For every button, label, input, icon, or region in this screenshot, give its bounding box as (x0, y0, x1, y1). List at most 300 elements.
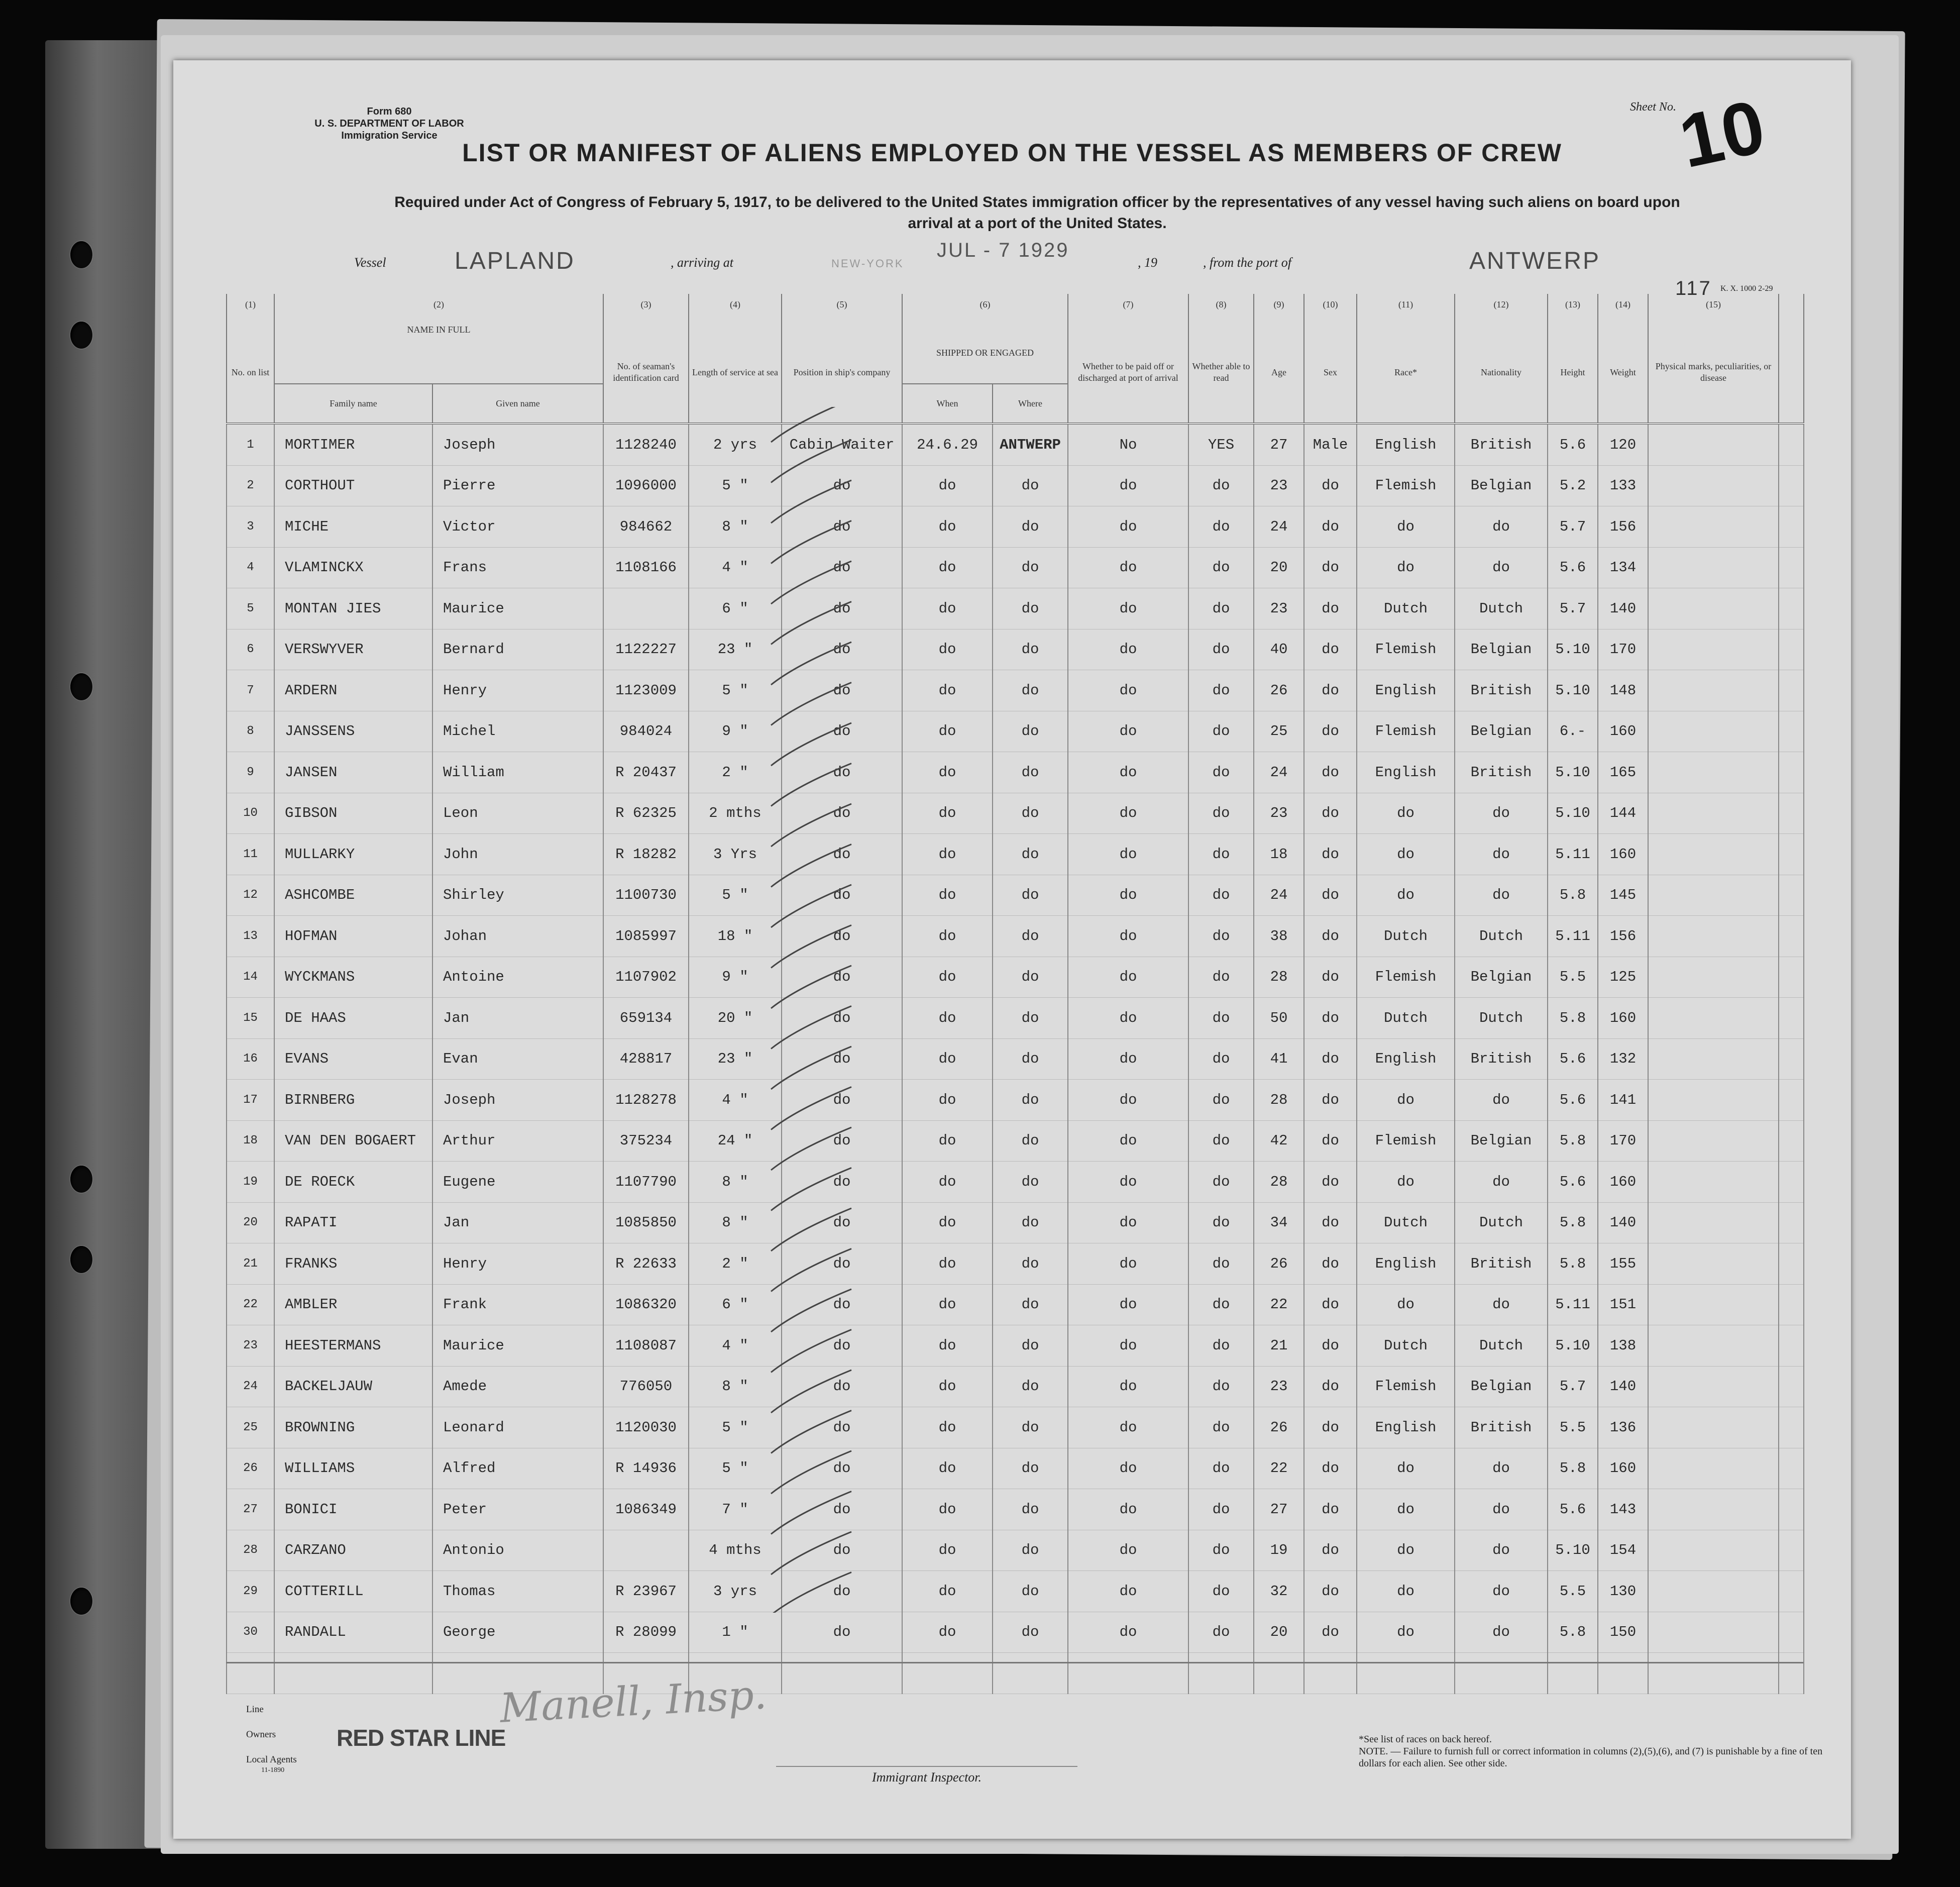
able-to-read: do (1188, 1120, 1254, 1162)
given-name: Bernard (432, 629, 603, 670)
department: U. S. DEPARTMENT OF LABOR (314, 118, 464, 129)
age: 26 (1254, 670, 1304, 711)
row-number: 15 (227, 998, 274, 1039)
given-name: Jan (432, 998, 603, 1039)
table-row (227, 875, 1804, 916)
strike-mark (771, 1492, 851, 1534)
immigrant-inspector-label: Immigrant Inspector. (776, 1766, 1077, 1785)
length-of-service: 18 " (689, 916, 782, 957)
position: do (782, 875, 902, 916)
manifest-rows (227, 424, 1804, 1694)
weight: 140 (1598, 1366, 1648, 1407)
paid-off-header: Whether to be paid off or discharged at port of arrival (1068, 322, 1188, 424)
position: do (782, 1530, 902, 1571)
height: 5.5 (1548, 957, 1598, 998)
footer-note (1359, 1733, 1831, 1769)
table-row (227, 629, 1804, 670)
able-to-read: do (1188, 1202, 1254, 1243)
height: 5.7 (1548, 588, 1598, 630)
when-header: When (902, 384, 993, 424)
family-name: DE HAAS (274, 998, 432, 1039)
physical-marks (1648, 875, 1779, 916)
weight: 160 (1598, 834, 1648, 875)
length-of-service: 9 " (689, 711, 782, 752)
height: 5.6 (1548, 1080, 1598, 1121)
race: Dutch (1357, 588, 1455, 630)
length-of-service: 20 " (689, 998, 782, 1039)
paid-off: do (1068, 1366, 1188, 1407)
given-name: Victor (432, 506, 603, 548)
paid-off: do (1068, 998, 1188, 1039)
physical-marks (1648, 1202, 1779, 1243)
row-number: 6 (227, 629, 274, 670)
vessel-name: LAPLAND (455, 248, 575, 274)
nationality: Dutch (1455, 916, 1548, 957)
race: do (1357, 1080, 1455, 1121)
given-name: Antonio (432, 1530, 603, 1571)
blank-cell (1779, 998, 1804, 1039)
sex: do (1304, 506, 1357, 548)
race: English (1357, 670, 1455, 711)
nationality: do (1455, 1571, 1548, 1612)
shipped-where: do (993, 957, 1068, 998)
table-row (227, 1162, 1804, 1203)
age: 38 (1254, 916, 1304, 957)
weight: 170 (1598, 1120, 1648, 1162)
given-name: Johan (432, 916, 603, 957)
shipped-when: do (902, 1284, 993, 1325)
paid-off: do (1068, 875, 1188, 916)
weight: 145 (1598, 875, 1648, 916)
age: 18 (1254, 834, 1304, 875)
strike-mark (771, 966, 851, 1008)
weight: 160 (1598, 998, 1648, 1039)
physical-marks (1648, 1407, 1779, 1448)
race: English (1357, 424, 1455, 465)
shipped-when: do (902, 957, 993, 998)
family-name: MORTIMER (274, 424, 432, 465)
table-row (227, 752, 1804, 793)
nationality: do (1455, 506, 1548, 548)
sex: do (1304, 1162, 1357, 1203)
able-to-read: do (1188, 1038, 1254, 1080)
col-num: (8) (1188, 294, 1254, 322)
position: do (782, 752, 902, 793)
shipped-where: do (993, 1284, 1068, 1325)
port-of-departure: ANTWERP (1469, 248, 1600, 274)
paid-off: do (1068, 916, 1188, 957)
physical-marks (1648, 711, 1779, 752)
nationality: do (1455, 1448, 1548, 1489)
shipped-where: do (993, 752, 1068, 793)
shipped-where: do (993, 834, 1068, 875)
shipped-where: do (993, 1038, 1068, 1080)
seaman-card-no: R 23967 (603, 1571, 689, 1612)
table-row (227, 1530, 1804, 1571)
given-name: Thomas (432, 1571, 603, 1612)
from-port-label: , from the port of (1203, 255, 1291, 270)
seaman-card-no: 776050 (603, 1366, 689, 1407)
shipped-when: do (902, 1571, 993, 1612)
strike-mark (771, 480, 851, 523)
table-row (227, 793, 1804, 834)
age: 26 (1254, 1243, 1304, 1285)
blank-cell (1779, 1653, 1804, 1694)
shipped-when: do (902, 998, 993, 1039)
strike-mark (771, 1532, 851, 1575)
col-num: (1) (227, 294, 274, 322)
age: 26 (1254, 1407, 1304, 1448)
position: do (782, 1612, 902, 1653)
length-service-header: Length of service at sea (689, 322, 782, 424)
seaman-card-no: 1128278 (603, 1080, 689, 1121)
shipped-when: do (902, 1612, 993, 1653)
strike-mark (771, 1249, 851, 1292)
agents-code: 11-1890 (261, 1766, 285, 1774)
able-to-read: do (1188, 629, 1254, 670)
paid-off: do (1068, 1407, 1188, 1448)
position: do (782, 1243, 902, 1285)
blank-cell (1779, 957, 1804, 998)
family-name: RAPATI (274, 1202, 432, 1243)
row-number: 22 (227, 1284, 274, 1325)
given-name: Leon (432, 793, 603, 834)
position: Cabin Waiter (782, 424, 902, 465)
length-of-service: 23 " (689, 1038, 782, 1080)
weight: 144 (1598, 793, 1648, 834)
nationality: do (1455, 834, 1548, 875)
age: 25 (1254, 711, 1304, 752)
sex: do (1304, 547, 1357, 588)
table-row (227, 1489, 1804, 1530)
stamp-number: 117 (1675, 277, 1712, 299)
nationality: do (1455, 793, 1548, 834)
blank-cell (1455, 1653, 1548, 1694)
shipped-where: do (993, 1448, 1068, 1489)
line-label: Line (246, 1704, 264, 1715)
sex: do (1304, 793, 1357, 834)
able-to-read: do (1188, 1080, 1254, 1121)
physical-marks (1648, 588, 1779, 630)
weight: 120 (1598, 424, 1648, 465)
able-to-read: do (1188, 1407, 1254, 1448)
row-number: 26 (227, 1448, 274, 1489)
shipped-where: do (993, 1202, 1068, 1243)
binder-hole (70, 1246, 92, 1273)
height: 5.6 (1548, 1489, 1598, 1530)
sex: do (1304, 1448, 1357, 1489)
row-number: 16 (227, 1038, 274, 1080)
nationality: British (1455, 1243, 1548, 1285)
age: 23 (1254, 1366, 1304, 1407)
physical-marks (1648, 957, 1779, 998)
weight: 143 (1598, 1489, 1648, 1530)
able-to-read: do (1188, 834, 1254, 875)
sex: do (1304, 1325, 1357, 1367)
paid-off: do (1068, 1080, 1188, 1121)
col-num: (6) (902, 294, 1068, 322)
shipped-when: do (902, 711, 993, 752)
position: do (782, 1407, 902, 1448)
family-name: VAN DEN BOGAERT (274, 1120, 432, 1162)
age: 34 (1254, 1202, 1304, 1243)
physical-marks (1648, 1530, 1779, 1571)
shipped-when: do (902, 1080, 993, 1121)
shipped-where: do (993, 588, 1068, 630)
table-row (227, 1325, 1804, 1367)
paid-off: do (1068, 1038, 1188, 1080)
shipped-where: do (993, 998, 1068, 1039)
weight: 140 (1598, 1202, 1648, 1243)
blank-cell (1779, 1448, 1804, 1489)
given-name: Henry (432, 1243, 603, 1285)
paid-off: do (1068, 752, 1188, 793)
height: 5.10 (1548, 1325, 1598, 1367)
shipped-where: do (993, 670, 1068, 711)
given-name-header: Given name (432, 384, 603, 424)
table-row (227, 957, 1804, 998)
race: Flemish (1357, 629, 1455, 670)
race: do (1357, 1530, 1455, 1571)
blank-cell (902, 1653, 993, 1694)
able-to-read: do (1188, 1366, 1254, 1407)
height: 5.8 (1548, 1202, 1598, 1243)
shipped-where: do (993, 1612, 1068, 1653)
shipped-when: do (902, 1038, 993, 1080)
sex: do (1304, 1038, 1357, 1080)
blank-cell (1188, 1653, 1254, 1694)
paid-off: do (1068, 1448, 1188, 1489)
physical-marks (1648, 1284, 1779, 1325)
position: do (782, 670, 902, 711)
given-name: Antoine (432, 957, 603, 998)
nationality: Belgian (1455, 1120, 1548, 1162)
race-header: Race* (1357, 322, 1455, 424)
row-number: 3 (227, 506, 274, 548)
able-to-read: do (1188, 506, 1254, 548)
blank-cell (1779, 506, 1804, 548)
position: do (782, 834, 902, 875)
sex: do (1304, 998, 1357, 1039)
height: 5.10 (1548, 629, 1598, 670)
age: 42 (1254, 1120, 1304, 1162)
able-to-read: do (1188, 1571, 1254, 1612)
weight: 148 (1598, 670, 1648, 711)
seaman-card-no: 1120030 (603, 1407, 689, 1448)
row-number: 5 (227, 588, 274, 630)
col-num: (5) (782, 294, 902, 322)
blank-cell (1779, 752, 1804, 793)
able-to-read: do (1188, 752, 1254, 793)
able-to-read: do (1188, 1612, 1254, 1653)
physical-marks (1648, 1448, 1779, 1489)
given-name: Evan (432, 1038, 603, 1080)
family-name: WYCKMANS (274, 957, 432, 998)
seaman-card-no: 1085850 (603, 1202, 689, 1243)
seaman-card-no: 1085997 (603, 916, 689, 957)
race: do (1357, 1162, 1455, 1203)
col-num: (12) (1455, 294, 1548, 322)
position: do (782, 1489, 902, 1530)
family-name: CORTHOUT (274, 465, 432, 506)
row-number: 18 (227, 1120, 274, 1162)
shipped-when: do (902, 670, 993, 711)
seaman-card-no: R 18282 (603, 834, 689, 875)
blank-cell (1779, 1366, 1804, 1407)
row-number: 24 (227, 1366, 274, 1407)
race: do (1357, 875, 1455, 916)
age: 19 (1254, 1530, 1304, 1571)
nationality-header: Nationality (1455, 322, 1548, 424)
row-number: 1 (227, 424, 274, 465)
given-name: Frans (432, 547, 603, 588)
strike-mark (771, 723, 851, 766)
weight: 170 (1598, 629, 1648, 670)
blank-cell (1779, 1489, 1804, 1530)
arriving-label: , arriving at (671, 255, 733, 270)
race: Dutch (1357, 998, 1455, 1039)
shipped-where: do (993, 465, 1068, 506)
weight: 136 (1598, 1407, 1648, 1448)
shipped-engaged-header: SHIPPED OR ENGAGED (902, 322, 1068, 384)
strike-mark (771, 1370, 851, 1413)
strike-mark (771, 1046, 851, 1089)
table-row (227, 1080, 1804, 1121)
col-num: (7) (1068, 294, 1188, 322)
blank-column (1779, 294, 1804, 322)
weight: 156 (1598, 916, 1648, 957)
family-name: RANDALL (274, 1612, 432, 1653)
weight: 155 (1598, 1243, 1648, 1285)
strike-mark (771, 1572, 851, 1613)
nationality: Belgian (1455, 711, 1548, 752)
sex: do (1304, 588, 1357, 630)
strike-mark (771, 764, 851, 806)
length-of-service: 2 " (689, 752, 782, 793)
blank-cell (1779, 834, 1804, 875)
seaman-card-no: 1108166 (603, 547, 689, 588)
physical-marks (1648, 1080, 1779, 1121)
sex: do (1304, 1571, 1357, 1612)
race: Flemish (1357, 711, 1455, 752)
family-name: BONICI (274, 1489, 432, 1530)
able-to-read-header: Whether able to read (1188, 322, 1254, 424)
seaman-card-no: R 62325 (603, 793, 689, 834)
paid-off: do (1068, 506, 1188, 548)
col-num: (15) (1648, 294, 1779, 322)
blank-cell (1779, 547, 1804, 588)
sex: do (1304, 916, 1357, 957)
sex: do (1304, 834, 1357, 875)
length-of-service: 8 " (689, 1162, 782, 1203)
shipped-when: do (902, 588, 993, 630)
year-label: , 19 (1138, 255, 1157, 270)
blank-cell (274, 1653, 432, 1694)
given-name: Pierre (432, 465, 603, 506)
shipped-when: do (902, 793, 993, 834)
shipped-when: do (902, 547, 993, 588)
table-row (227, 998, 1804, 1039)
physical-marks (1648, 465, 1779, 506)
blank-cell (1779, 1612, 1804, 1653)
seaman-card-no (603, 588, 689, 630)
length-of-service: 9 " (689, 957, 782, 998)
paid-off: do (1068, 957, 1188, 998)
strike-mark (771, 521, 851, 564)
shipped-where: do (993, 1162, 1068, 1203)
shipped-where: do (993, 1489, 1068, 1530)
given-name: John (432, 834, 603, 875)
able-to-read: do (1188, 465, 1254, 506)
table-row (227, 1407, 1804, 1448)
inspector-signature: Manell, Insp. (498, 1671, 768, 1732)
shipped-when: do (902, 1162, 993, 1203)
race: Flemish (1357, 957, 1455, 998)
race: do (1357, 834, 1455, 875)
sex: do (1304, 1080, 1357, 1121)
age: 21 (1254, 1325, 1304, 1367)
physical-marks (1648, 1366, 1779, 1407)
print-code: K. X. 1000 2-29 (1720, 284, 1773, 293)
weight-header: Weight (1598, 322, 1648, 424)
able-to-read: do (1188, 1284, 1254, 1325)
table-bottom-rule (226, 1662, 1803, 1663)
paid-off: do (1068, 1530, 1188, 1571)
crew-manifest-table (226, 294, 1804, 1694)
family-name: VERSWYVER (274, 629, 432, 670)
family-name: MICHE (274, 506, 432, 548)
sheet-number: 10 (1672, 83, 1772, 184)
family-name: COTTERILL (274, 1571, 432, 1612)
height: 5.10 (1548, 752, 1598, 793)
physical-marks (1648, 1571, 1779, 1612)
physical-marks (1648, 998, 1779, 1039)
blank-cell (1779, 875, 1804, 916)
seaman-card-no: 375234 (603, 1120, 689, 1162)
table-row (227, 1120, 1804, 1162)
age: 23 (1254, 588, 1304, 630)
able-to-read: do (1188, 998, 1254, 1039)
shipped-where: ANTWERP (993, 424, 1068, 465)
sex: do (1304, 1366, 1357, 1407)
height: 5.7 (1548, 1366, 1598, 1407)
family-name: FRANKS (274, 1243, 432, 1285)
able-to-read: do (1188, 1530, 1254, 1571)
blank-cell (1357, 1653, 1455, 1694)
family-name-header: Family name (274, 384, 432, 424)
seaman-card-no: 1107790 (603, 1162, 689, 1203)
nationality: British (1455, 1038, 1548, 1080)
row-number: 10 (227, 793, 274, 834)
race: English (1357, 1407, 1455, 1448)
physical-marks (1648, 506, 1779, 548)
strike-mark (771, 1289, 851, 1332)
shipped-where: do (993, 1120, 1068, 1162)
given-name: Frank (432, 1284, 603, 1325)
family-name: MONTAN JIES (274, 588, 432, 630)
weight: 160 (1598, 1162, 1648, 1203)
row-number: 27 (227, 1489, 274, 1530)
position: do (782, 711, 902, 752)
seaman-card-no: R 28099 (603, 1612, 689, 1653)
physical-marks (1648, 916, 1779, 957)
position: do (782, 1038, 902, 1080)
paid-off: do (1068, 1202, 1188, 1243)
column-header-row (227, 322, 1804, 384)
height: 5.8 (1548, 875, 1598, 916)
family-name: MULLARKY (274, 834, 432, 875)
blank-cell (1779, 465, 1804, 506)
